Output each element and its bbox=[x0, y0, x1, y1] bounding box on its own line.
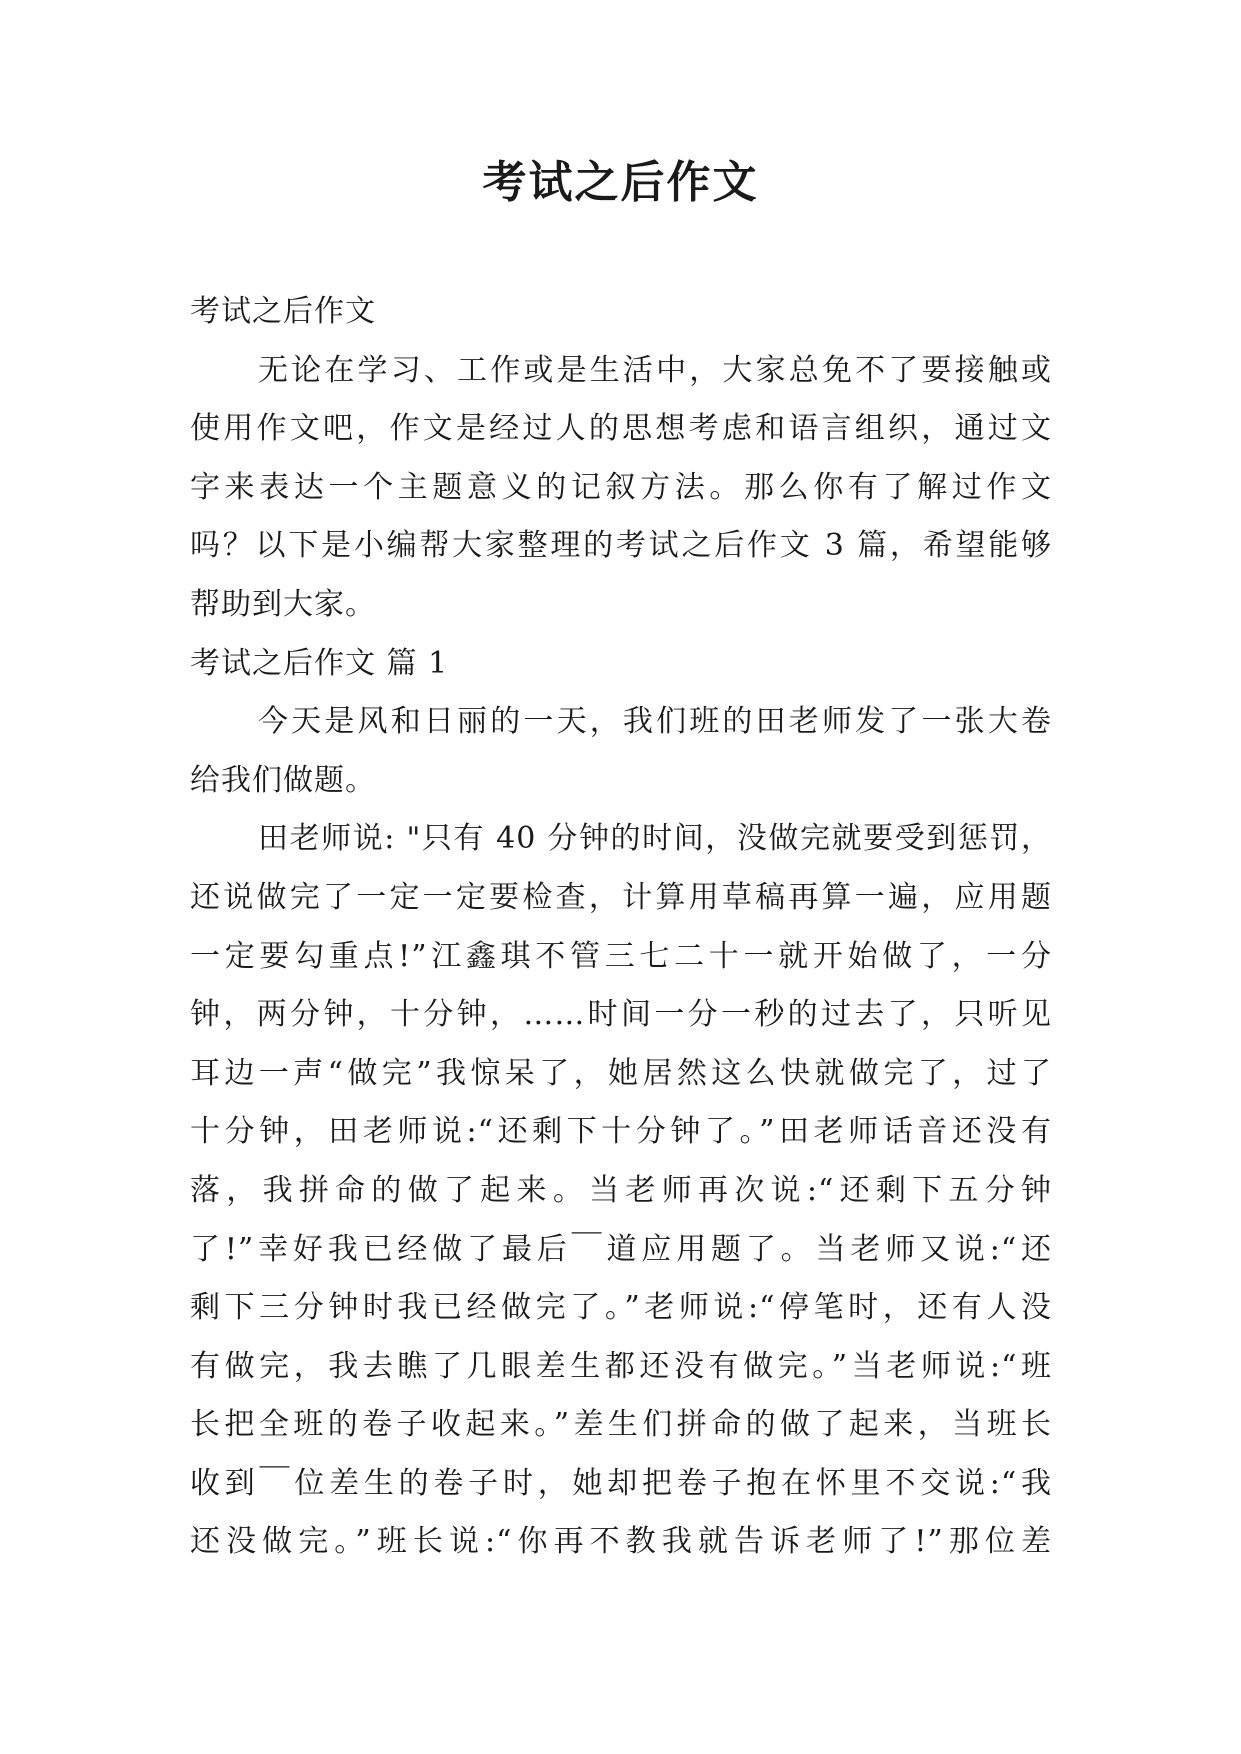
document-title: 考试之后作文 bbox=[482, 157, 759, 208]
text-line: 了!”幸好我已经做了最后￣道应用题了。当老师又说:“还 bbox=[190, 1231, 1052, 1267]
text-line: 吗？以下是小编帮大家整理的考试之后作文 3 篇，希望能够 bbox=[190, 528, 1052, 564]
text-line: 剩下三分钟时我已经做完了。”老师说:“停笔时，还有人没 bbox=[190, 1290, 1052, 1326]
text-line: 帮助到大家。 bbox=[190, 586, 376, 622]
text-line: 字来表达一个主题意义的记叙方法。那么你有了解过作文 bbox=[190, 469, 1052, 505]
text-line: 给我们做题。 bbox=[190, 762, 376, 798]
text-line: 钟，两分钟，十分钟，……时间一分一秒的过去了，只听见 bbox=[190, 997, 1052, 1033]
text-line: 十分钟，田老师说:“还剩下十分钟了。”田老师话音还没有 bbox=[190, 1114, 1052, 1150]
document-body bbox=[190, 283, 1052, 1572]
text-line: 无论在学习、工作或是生活中，大家总免不了要接触或 bbox=[258, 352, 1052, 388]
text-line: 考试之后作文 bbox=[190, 294, 376, 329]
text-line: 还没做完。”班长说:“你再不教我就告诉老师了!”那位差 bbox=[190, 1524, 1052, 1560]
text-line: 今天是风和日丽的一天，我们班的田老师发了一张大卷 bbox=[258, 704, 1052, 740]
text-line: 田老师说: "只有 40 分钟的时间，没做完就要受到惩罚， bbox=[258, 821, 1052, 857]
text-line: 长把全班的卷子收起来。”差生们拼命的做了起来，当班长 bbox=[190, 1407, 1052, 1443]
text-line: 使用作文吧，作文是经过人的思想考虑和语言组织，通过文 bbox=[190, 411, 1052, 447]
section-heading: 考试之后作文 篇 1 bbox=[190, 645, 449, 681]
text-line: 耳边一声“做完”我惊呆了，她居然这么快就做完了，过了 bbox=[190, 1055, 1052, 1091]
text-line: 一定要勾重点!”江鑫琪不管三七二十一就开始做了，一分 bbox=[190, 938, 1052, 974]
text-line: 收到￣位差生的卷子时，她却把卷子抱在怀里不交说:“我 bbox=[190, 1465, 1052, 1501]
text-line: 有做完，我去瞧了几眼差生都还没有做完。”当老师说:“班 bbox=[190, 1348, 1052, 1384]
text-line: 落，我拼命的做了起来。当老师再次说:“还剩下五分钟 bbox=[190, 1172, 1052, 1208]
text-line: 还说做完了一定一定要检查，计算用草稿再算一遍，应用题 bbox=[190, 879, 1052, 915]
